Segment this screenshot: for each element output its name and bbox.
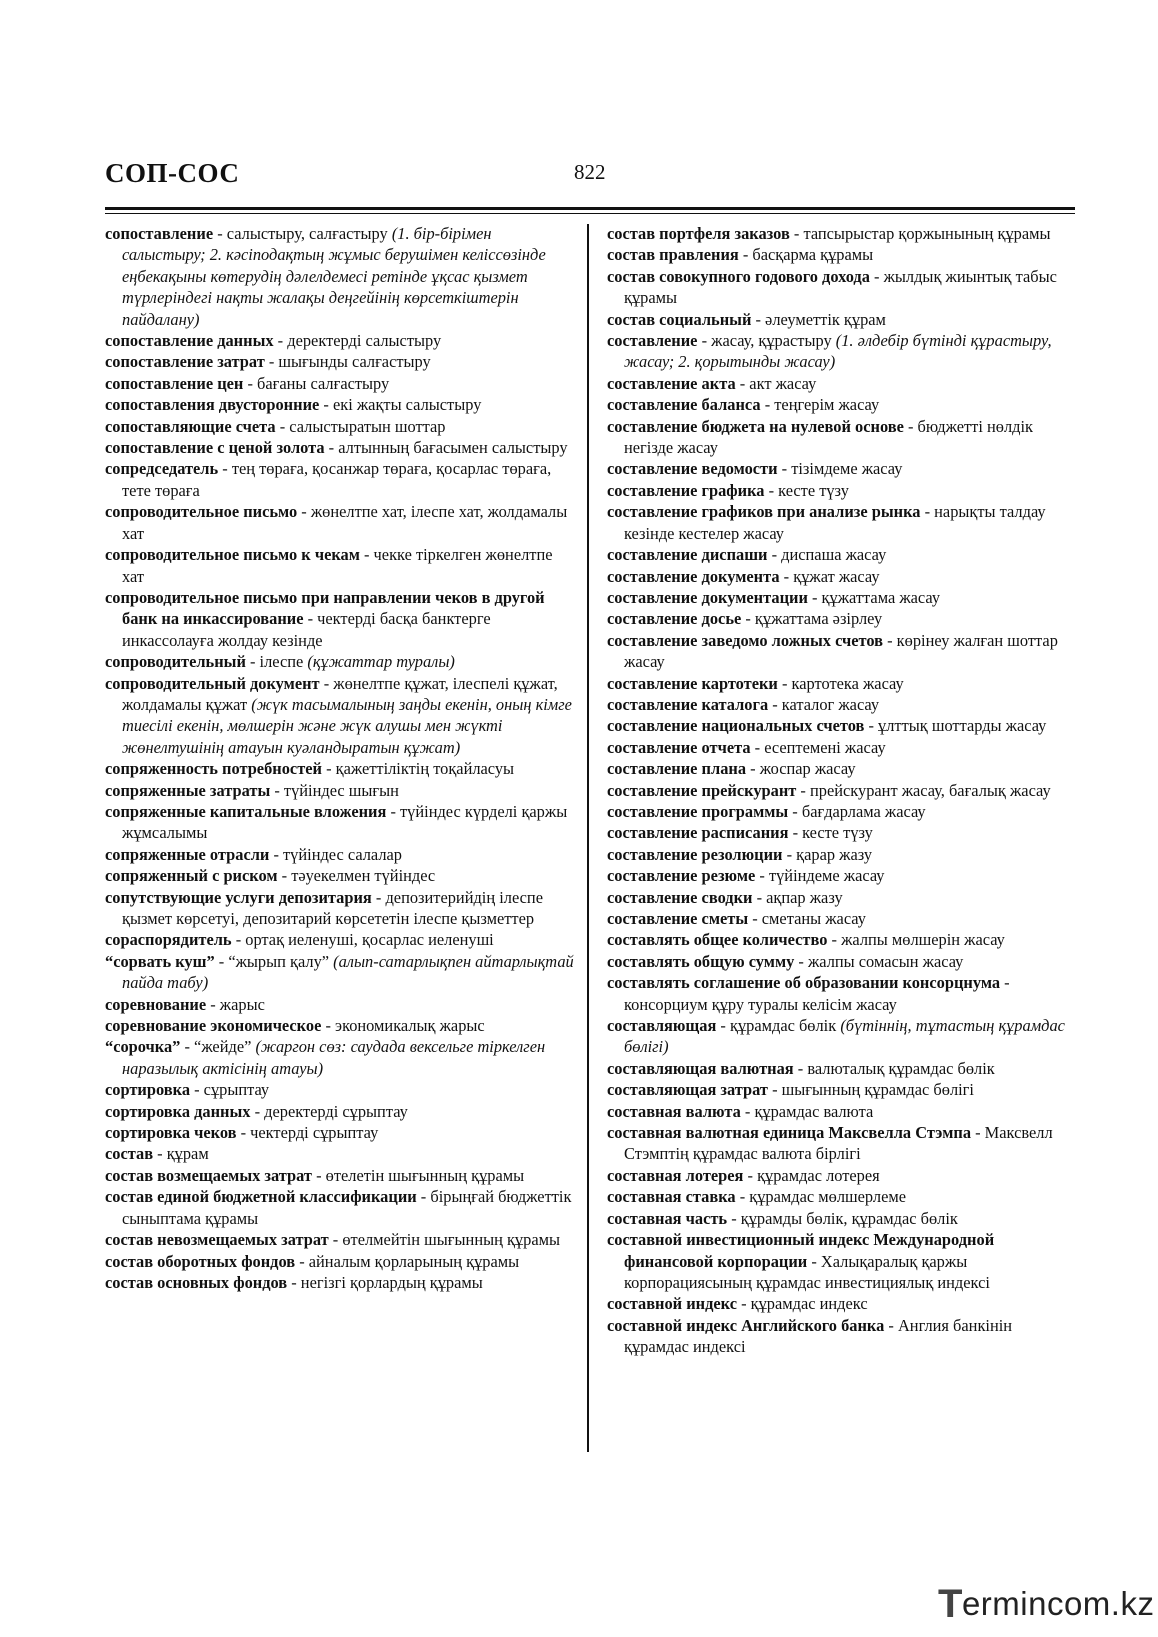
entry-term: “сорочка” bbox=[105, 1037, 181, 1057]
dictionary-entry bbox=[607, 1208, 1077, 1229]
entry-definition: - ортақ иеленуші, қосарлас иеленуші bbox=[231, 930, 494, 950]
entry-term: составление программы bbox=[607, 801, 789, 821]
dictionary-entry bbox=[607, 1079, 1077, 1100]
entry-definition: - құжаттама жасау bbox=[807, 587, 941, 607]
dictionary-entry bbox=[607, 865, 1077, 886]
termincom-logo bbox=[938, 1582, 1154, 1627]
dictionary-entry bbox=[105, 1079, 575, 1100]
entry-definition: - чектерді басқа банктерге инкассолауға жолдау кезінде bbox=[122, 609, 491, 650]
dictionary-entry bbox=[105, 887, 575, 930]
dictionary-entry bbox=[607, 544, 1077, 565]
dictionary-entry bbox=[607, 244, 1077, 265]
entry-note: (1. әлдебір бүтінді құрастыру, жасау; 2. қорытынды жасау) bbox=[624, 331, 1052, 372]
entry-term: составляющая bbox=[607, 1016, 717, 1036]
entry-definition: - бағаны салғастыру bbox=[243, 373, 390, 393]
entry-definition: - экономикалық жарыс bbox=[321, 1016, 485, 1036]
entry-definition: - нарықты талдау кезінде кестелер жасау bbox=[624, 502, 1046, 543]
entry-definition: - диспаша жасау bbox=[767, 545, 887, 565]
entry-term: сопряженные капитальные вложения bbox=[105, 801, 387, 821]
entry-definition: - алтынның бағасымен салыстыру bbox=[324, 438, 568, 458]
entry-note: (бүтіннің, тұтастың құрамдас бөлігі) bbox=[624, 1016, 1065, 1057]
entry-term: состав основных фондов bbox=[105, 1272, 288, 1292]
entry-definition: - өтелмейтін шығынның құрамы bbox=[328, 1230, 560, 1250]
dictionary-entry bbox=[105, 1036, 575, 1079]
entry-definition: - құрам bbox=[153, 1144, 209, 1164]
entry-definition: - түйіндес шығын bbox=[270, 780, 399, 800]
dictionary-entry bbox=[105, 951, 575, 994]
column-divider bbox=[587, 224, 589, 1452]
dictionary-entry bbox=[105, 351, 575, 372]
dictionary-entry bbox=[607, 737, 1077, 758]
entry-definition: - жалпы мөлшерін жасау bbox=[827, 930, 1005, 950]
dictionary-entry bbox=[105, 1229, 575, 1250]
entry-term: сопроводительный bbox=[105, 652, 246, 672]
entry-note: (алып-сатарлықпен айтарлықтай пайда табу) bbox=[122, 951, 574, 993]
entry-definition: - негізгі қорлардың құрамы bbox=[287, 1272, 483, 1292]
entry-definition: - ұлттық шоттарды жасау bbox=[864, 716, 1047, 736]
entry-definition: - ақпар жазу bbox=[752, 887, 843, 907]
entry-definition: - валюталық құрамдас бөлік bbox=[793, 1058, 995, 1078]
entry-definition: - түйіндес салалар bbox=[269, 844, 403, 864]
entry-term: составление плана bbox=[607, 759, 747, 779]
entry-term: состав социальный bbox=[607, 309, 752, 329]
dictionary-entry bbox=[607, 266, 1077, 309]
entry-term: составлять соглашение об образовании консорцнума bbox=[607, 973, 1001, 993]
dictionary-entry bbox=[607, 416, 1077, 459]
dictionary-entry bbox=[607, 1293, 1077, 1314]
dictionary-entry bbox=[607, 758, 1077, 779]
entry-definition: - “жейде” bbox=[180, 1037, 256, 1057]
dictionary-entry bbox=[607, 1165, 1077, 1186]
entry-definition: - құжаттама әзірлеу bbox=[741, 609, 883, 629]
entry-term: состав правления bbox=[607, 245, 739, 265]
entry-definition: - тізімдеме жасау bbox=[777, 459, 903, 479]
entry-term: составление расписания bbox=[607, 823, 789, 843]
entry-term: состав оборотных фондов bbox=[105, 1251, 296, 1271]
dictionary-entry bbox=[607, 673, 1077, 694]
dictionary-entry bbox=[607, 972, 1077, 1015]
dictionary-entry bbox=[607, 694, 1077, 715]
dictionary-entry bbox=[105, 437, 575, 458]
entry-definition: - каталог жасау bbox=[768, 694, 880, 714]
entry-definition: - тәуекелмен түйіндес bbox=[277, 866, 436, 886]
entry-term: составление документации bbox=[607, 587, 808, 607]
entry-term: составление заведомо ложных счетов bbox=[607, 630, 884, 650]
entry-definition: - айналым қорларының құрамы bbox=[295, 1251, 520, 1271]
entry-term: составление графика bbox=[607, 480, 765, 500]
dictionary-entry bbox=[105, 1272, 575, 1293]
header-rule-thick bbox=[105, 207, 1075, 210]
entry-term: сопряженность потребностей bbox=[105, 759, 322, 779]
entry-definition: - прейскурант жасау, бағалық жасау bbox=[796, 780, 1051, 800]
entry-definition: - құрамдас валюта bbox=[740, 1101, 874, 1121]
entry-definition: - көрінеу жалған шоттар жасау bbox=[624, 630, 1058, 672]
dictionary-entry bbox=[607, 480, 1077, 501]
dictionary-entry bbox=[105, 651, 575, 672]
dictionary-entry bbox=[607, 309, 1077, 330]
entry-definition: - құрамды бөлік, құрамдас бөлік bbox=[727, 1208, 958, 1228]
entry-term: составление ведомости bbox=[607, 459, 778, 479]
entry-term: составной индекс Английского банка bbox=[607, 1315, 885, 1335]
entry-note: (жаргон сөз: саудада вексельге тіркелген наразылық актісінің атауы) bbox=[122, 1037, 546, 1078]
entry-definition: - құрамдас бөлік bbox=[716, 1016, 841, 1036]
dictionary-entry bbox=[105, 865, 575, 886]
entry-definition: - құрамдас индекс bbox=[737, 1294, 868, 1314]
dictionary-entry bbox=[607, 1015, 1077, 1058]
entry-term: составление резюме bbox=[607, 866, 756, 886]
entry-definition: - жоспар жасау bbox=[746, 759, 856, 779]
entry-definition: - басқарма құрамы bbox=[738, 245, 874, 265]
entry-definition: - құрамдас мөлшерлеме bbox=[735, 1187, 906, 1207]
page-number: 822 bbox=[574, 160, 606, 184]
entry-term: сортировка bbox=[105, 1080, 191, 1100]
dictionary-entry bbox=[607, 1186, 1077, 1207]
entry-definition: - құрамдас лотерея bbox=[743, 1165, 880, 1185]
entry-term: составление документа bbox=[607, 566, 780, 586]
entry-term: сопоставление с ценой золота bbox=[105, 438, 325, 458]
entry-term: составление сметы bbox=[607, 909, 749, 928]
entry-definition: - тапсырыстар қоржынының құрамы bbox=[789, 224, 1051, 243]
entry-definition: - шығынды салғастыру bbox=[264, 352, 431, 372]
entry-term: составление бюджета на нулевой основе bbox=[607, 416, 904, 436]
dictionary-entry bbox=[105, 1122, 575, 1143]
entry-term: сопряженные затраты bbox=[105, 780, 271, 800]
entry-definition: - жөнелтпе құжат, ілеспелі құжат, жолдамалы құжат bbox=[122, 673, 558, 714]
entry-definition: - деректерді салыстыру bbox=[273, 331, 442, 351]
entry-definition: - чектерді сұрыптау bbox=[236, 1123, 379, 1143]
entry-definition: - кесте түзу bbox=[788, 823, 873, 843]
entry-definition: - шығынның құрамдас бөлігі bbox=[767, 1080, 974, 1100]
entry-definition: - түйіндес күрделі қаржы жұмсалымы bbox=[122, 801, 568, 843]
entry-definition: - салыстыру, салғастыру bbox=[213, 224, 392, 243]
header-rule-thin bbox=[105, 213, 1075, 214]
logo-t-icon: T bbox=[938, 1582, 963, 1626]
dictionary-entry bbox=[607, 908, 1077, 929]
dictionary-entry bbox=[607, 608, 1077, 629]
entry-term: сопоставление данных bbox=[105, 331, 274, 351]
entry-definition: - өтелетін шығынның құрамы bbox=[311, 1165, 525, 1185]
entry-term: составление досье bbox=[607, 609, 742, 629]
logo-text: ermincom.kz bbox=[961, 1585, 1155, 1622]
dictionary-entry bbox=[607, 844, 1077, 865]
entry-note: (жүк тасымалының заңды екенін, оның кімге тиесілі екенін, мөлшерін және жүк алушы мен жүкті жөнелтушінің атауын куәландыратын құжат) bbox=[122, 694, 572, 757]
entry-term: составной инвестиционный индекс Международной финансовой корпорации bbox=[607, 1230, 995, 1271]
dictionary-entry bbox=[607, 587, 1077, 608]
dictionary-entry bbox=[607, 715, 1077, 736]
dictionary-entry bbox=[607, 951, 1077, 972]
entry-definition: - картотека жасау bbox=[777, 673, 904, 693]
dictionary-entry bbox=[105, 1015, 575, 1036]
dictionary-entry bbox=[105, 929, 575, 950]
entry-term: “сорвать куш” bbox=[105, 951, 215, 971]
entry-term: составная валюта bbox=[607, 1101, 741, 1121]
entry-term: состав единой бюджетной классификации bbox=[105, 1187, 417, 1207]
entry-term: составление сводки bbox=[607, 887, 753, 907]
dictionary-entry bbox=[607, 801, 1077, 822]
entry-term: составляющая затрат bbox=[607, 1080, 768, 1100]
entry-term: сораспорядитель bbox=[105, 930, 232, 950]
entry-definition: - жалпы сомасын жасау bbox=[794, 951, 964, 971]
entry-definition: - сұрыптау bbox=[190, 1080, 270, 1100]
entry-term: составление национальных счетов bbox=[607, 716, 865, 736]
entry-term: сопоставление цен bbox=[105, 373, 244, 393]
dictionary-entry bbox=[105, 994, 575, 1015]
entry-definition: - есептемені жасау bbox=[750, 737, 886, 757]
entry-definition: - деректерді сұрыптау bbox=[250, 1101, 408, 1121]
entry-definition: - консорциум құру туралы келісім жасау bbox=[624, 973, 1010, 1014]
entry-definition: - тең төраға, қосанжар төраға, қосарлас төраға, тете төраға bbox=[122, 459, 552, 500]
entry-term: сопроводительный документ bbox=[105, 673, 320, 693]
dictionary-entry bbox=[105, 330, 575, 351]
entry-term: составная лотерея bbox=[607, 1165, 744, 1185]
dictionary-entry bbox=[607, 394, 1077, 415]
entry-definition: - бағдарлама жасау bbox=[788, 801, 926, 821]
entry-term: составление диспаши bbox=[607, 545, 768, 565]
dictionary-entry bbox=[105, 801, 575, 844]
entry-term: сопредседатель bbox=[105, 459, 219, 479]
dictionary-entry bbox=[607, 780, 1077, 801]
dictionary-entry bbox=[105, 416, 575, 437]
entry-definition: - Англия банкінін құрамдас индексі bbox=[624, 1315, 1013, 1357]
dictionary-entry bbox=[105, 673, 575, 759]
entry-term: сортировка данных bbox=[105, 1101, 251, 1121]
dictionary-entry bbox=[105, 373, 575, 394]
entry-definition: - екі жақты салыстыру bbox=[319, 395, 482, 415]
dictionary-entry bbox=[607, 223, 1077, 244]
right-column bbox=[607, 223, 1077, 1358]
entry-definition: - жылдық жиынтық табыс құрамы bbox=[624, 266, 1057, 308]
entry-definition: - чекке тіркелген жөнелтпе хат bbox=[122, 545, 553, 586]
entry-definition: - әлеуметтік құрам bbox=[751, 309, 886, 329]
entry-definition: - жасау, құрастыру bbox=[697, 331, 836, 351]
dictionary-entry bbox=[105, 501, 575, 544]
dictionary-entry bbox=[607, 1101, 1077, 1122]
entry-term: составление каталога bbox=[607, 694, 769, 714]
entry-term: сопоставление затрат bbox=[105, 352, 265, 372]
entry-term: составная часть bbox=[607, 1208, 728, 1228]
dictionary-entry bbox=[607, 1058, 1077, 1079]
entry-term: составление прейскурант bbox=[607, 780, 797, 800]
dictionary-entry bbox=[607, 1122, 1077, 1165]
entry-term: составная валютная единица Максвелла Стэмпа bbox=[607, 1123, 972, 1143]
entry-definition: - акт жасау bbox=[735, 373, 817, 393]
dictionary-entry bbox=[607, 501, 1077, 544]
entry-term: составляющая валютная bbox=[607, 1058, 794, 1078]
entry-term: состав возмещаемых затрат bbox=[105, 1165, 312, 1185]
entry-definition: - қажеттіліктің тоқайласуы bbox=[321, 759, 515, 779]
entry-term: сортировка чеков bbox=[105, 1123, 237, 1143]
entry-definition: - Халықаралық қаржы корпорациясының құрамдас инвестициялық индексі bbox=[624, 1251, 990, 1292]
dictionary-entry bbox=[607, 458, 1077, 479]
entry-term: сопроводительное письмо bbox=[105, 502, 298, 522]
entry-definition: - жөнелтпе хат, ілеспе хат, жолдамалы хат bbox=[122, 502, 568, 543]
entry-note: (1. бір-бірімен салыстыру; 2. кәсіподақтың жұмыс берушімен келіссөзінде еңбекақыны көтерудің дәлелдемесі ретінде ұқсас қызмет түрлеріндегі нақты жалақы деңгейінің көрсеткіштерін пайдалану) bbox=[122, 224, 546, 329]
dictionary-entry bbox=[105, 758, 575, 779]
dictionary-entry bbox=[607, 566, 1077, 587]
entry-term: составная ставка bbox=[607, 1187, 736, 1207]
left-column bbox=[105, 223, 575, 1293]
entry-term: соревнование bbox=[105, 994, 207, 1014]
entry-term: сопроводительное письмо при направлении чеков в другой банк на инкассирование bbox=[105, 587, 545, 629]
entry-term: сопоставления двусторонние bbox=[105, 395, 320, 415]
dictionary-entry bbox=[105, 1101, 575, 1122]
dictionary-entry bbox=[607, 887, 1077, 908]
dictionary-entry bbox=[607, 1315, 1077, 1358]
dictionary-entry bbox=[607, 630, 1077, 673]
dictionary-entry bbox=[105, 394, 575, 415]
dictionary-entry bbox=[105, 1186, 575, 1229]
entry-term: составление bbox=[607, 331, 698, 351]
running-head: СОП-СОС bbox=[105, 158, 240, 188]
entry-note: (құжаттар туралы) bbox=[307, 652, 455, 672]
entry-definition: - бюджетті нөлдік негізде жасау bbox=[624, 416, 1033, 458]
entry-term: составление баланса bbox=[607, 395, 761, 415]
dictionary-entry bbox=[607, 1229, 1077, 1293]
entry-term: сопоставление bbox=[105, 224, 214, 243]
entry-term: составной индекс bbox=[607, 1294, 737, 1314]
entry-definition: - жарыс bbox=[206, 994, 265, 1014]
entry-term: состав совокупного годового дохода bbox=[607, 266, 870, 286]
dictionary-entry bbox=[105, 844, 575, 865]
dictionary-entry bbox=[105, 458, 575, 501]
dictionary-entry bbox=[105, 1165, 575, 1186]
entry-term: составление резолюции bbox=[607, 844, 783, 864]
dictionary-entry bbox=[105, 223, 575, 330]
dictionary-entry bbox=[105, 587, 575, 651]
dictionary-entry bbox=[607, 929, 1077, 950]
entry-definition: - сметаны жасау bbox=[748, 909, 866, 928]
entry-definition: - теңгерім жасау bbox=[760, 395, 880, 415]
dictionary-entry bbox=[105, 780, 575, 801]
entry-definition: - қарар жазу bbox=[782, 844, 873, 864]
entry-term: составление графиков при анализе рынка bbox=[607, 502, 921, 522]
dictionary-entry bbox=[607, 373, 1077, 394]
entry-definition: - кесте түзу bbox=[764, 480, 849, 500]
entry-term: составлять общее количество bbox=[607, 930, 828, 950]
entry-term: состав невозмещаемых затрат bbox=[105, 1230, 329, 1250]
entry-term: составление акта bbox=[607, 373, 736, 393]
entry-term: сопряженные отрасли bbox=[105, 844, 270, 864]
entry-term: сопряженный с риском bbox=[105, 866, 278, 886]
entry-term: сопутствующие услуги депозитария bbox=[105, 887, 372, 907]
dictionary-entry bbox=[607, 822, 1077, 843]
entry-definition: - Максвелл Стэмптің құрамдас валюта бірлігі bbox=[624, 1123, 1053, 1164]
entry-definition: - “жырып қалу” bbox=[214, 951, 334, 971]
entry-term: состав портфеля заказов bbox=[607, 224, 790, 243]
entry-definition: - депозитерийдің ілеспе қызмет көрсетуі, депозитарий көрсететін ілеспе қызметтер bbox=[122, 887, 543, 928]
entry-term: составление отчета bbox=[607, 737, 751, 757]
dictionary-entry bbox=[105, 1143, 575, 1164]
entry-term: сопоставляющие счета bbox=[105, 416, 276, 436]
entry-term: составление картотеки bbox=[607, 673, 778, 693]
entry-term: соревнование экономическое bbox=[105, 1016, 322, 1036]
entry-definition: - түйіндеме жасау bbox=[755, 866, 885, 886]
entry-term: составлять общую сумму bbox=[607, 951, 795, 971]
entry-definition: - салыстыратын шоттар bbox=[275, 416, 446, 436]
entry-term: состав bbox=[105, 1144, 154, 1164]
entry-definition: - құжат жасау bbox=[779, 566, 880, 586]
entry-definition: - бірыңғай бюджеттік сыныптама құрамы bbox=[122, 1187, 572, 1228]
dictionary-entry bbox=[105, 544, 575, 587]
entry-term: сопроводительное письмо к чекам bbox=[105, 545, 360, 565]
dictionary-entry bbox=[105, 1251, 575, 1272]
dictionary-entry bbox=[607, 330, 1077, 373]
entry-definition: - ілеспе bbox=[245, 652, 308, 672]
